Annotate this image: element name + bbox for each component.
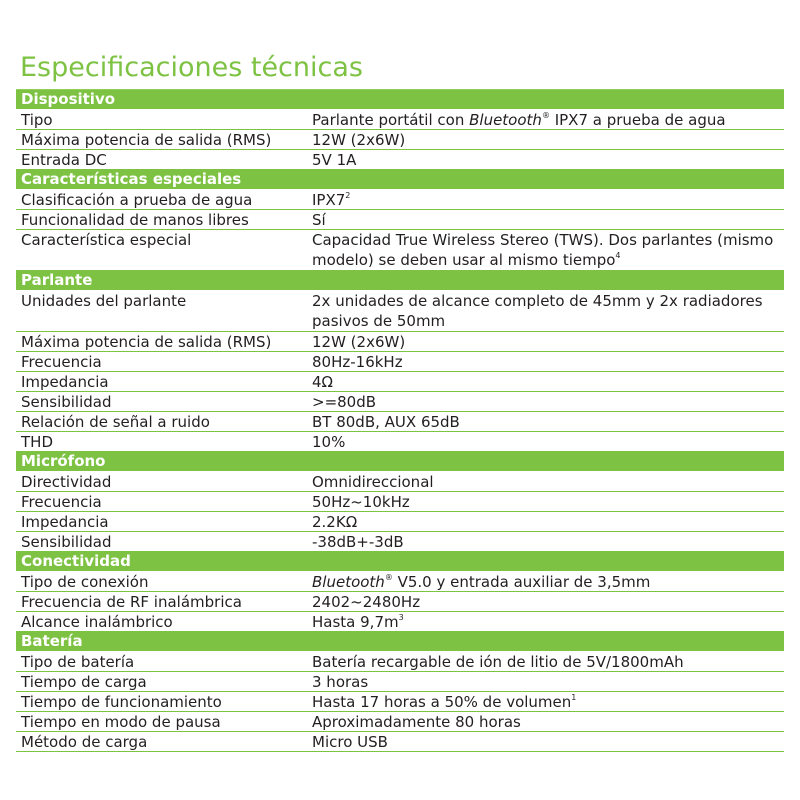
table-row bbox=[16, 432, 784, 452]
section-header-caracteristicas: Características especiales bbox=[16, 170, 784, 190]
row-value: BT 80dB, AUX 65dB bbox=[312, 413, 460, 431]
row-label: Sensibilidad bbox=[21, 533, 112, 551]
row-value: 12W (2x6W) bbox=[312, 131, 406, 149]
row-label: Característica especial bbox=[21, 231, 192, 249]
table-row bbox=[16, 732, 784, 752]
table-row bbox=[16, 692, 784, 712]
section-header-bateria: Batería bbox=[16, 632, 784, 652]
table-row bbox=[16, 210, 784, 230]
row-value: 2402~2480Hz bbox=[312, 593, 421, 611]
row-label: Tiempo en modo de pausa bbox=[21, 713, 221, 731]
section-header-conectividad: Conectividad bbox=[16, 552, 784, 572]
row-label: THD bbox=[21, 433, 53, 451]
row-value: Batería recargable de ión de litio de 5V/1800mAh bbox=[312, 653, 684, 671]
table-row bbox=[16, 592, 784, 612]
row-value: >=80dB bbox=[312, 393, 377, 411]
row-value: 10% bbox=[312, 433, 346, 451]
row-value: Micro USB bbox=[312, 733, 388, 751]
row-label: Máxima potencia de salida (RMS) bbox=[21, 333, 272, 351]
table-row bbox=[16, 332, 784, 352]
row-label: Frecuencia bbox=[21, 493, 102, 511]
row-value: 12W (2x6W) bbox=[312, 333, 406, 351]
spec-table bbox=[16, 89, 784, 752]
table-row bbox=[16, 372, 784, 392]
row-value: 4Ω bbox=[312, 373, 334, 391]
table-row bbox=[16, 612, 784, 632]
row-value: Bluetooth® V5.0 y entrada auxiliar de 3,5mm bbox=[312, 573, 651, 591]
table-row bbox=[16, 190, 784, 210]
row-label: Tipo de batería bbox=[21, 653, 135, 671]
row-value: -38dB+-3dB bbox=[312, 533, 404, 551]
table-row bbox=[16, 130, 784, 150]
row-value: 2.2KΩ bbox=[312, 513, 358, 531]
row-value: $IPX7^2$ bbox=[312, 191, 351, 209]
table-row bbox=[16, 392, 784, 412]
section-header-parlante: Parlante bbox=[16, 271, 784, 291]
row-label: Método de carga bbox=[21, 733, 148, 751]
row-label: Relación de señal a ruido bbox=[21, 413, 210, 431]
row-label: Frecuencia de RF inalámbrica bbox=[21, 593, 242, 611]
row-value: 3 horas bbox=[312, 673, 369, 691]
row-label: Impedancia bbox=[21, 373, 109, 391]
table-row bbox=[16, 110, 784, 130]
row-value: 50Hz~10kHz bbox=[312, 493, 410, 511]
table-row bbox=[16, 412, 784, 432]
row-label: Directividad bbox=[21, 473, 112, 491]
section-header-dispositivo: Dispositivo bbox=[16, 90, 784, 110]
row-label: Máxima potencia de salida (RMS) bbox=[21, 131, 272, 149]
table-row bbox=[16, 532, 784, 552]
row-value: Sí bbox=[312, 211, 326, 229]
row-value: Capacidad True Wireless Stereo (TWS). Dos parlantes (mismo modelo) se deben usar al mismo tiempo$^4$ bbox=[312, 231, 774, 269]
table-row bbox=[16, 572, 784, 592]
section-header-microfono: Micrófono bbox=[16, 452, 784, 472]
row-label: Clasificación a prueba de agua bbox=[21, 191, 253, 209]
table-row bbox=[16, 492, 784, 512]
row-label: Sensibilidad bbox=[21, 393, 112, 411]
row-label: Tipo de conexión bbox=[21, 573, 149, 591]
row-value: Hasta 17 horas a 50% de volumen$^1$ bbox=[312, 693, 577, 711]
table-row bbox=[16, 652, 784, 672]
table-row bbox=[16, 352, 784, 372]
table-row bbox=[16, 230, 784, 271]
row-value: Aproximadamente 80 horas bbox=[312, 713, 521, 731]
table-row bbox=[16, 291, 784, 332]
table-row bbox=[16, 512, 784, 532]
table-row bbox=[16, 712, 784, 732]
row-label: Tipo bbox=[21, 111, 53, 129]
row-label: Alcance inalámbrico bbox=[21, 613, 173, 631]
row-value: 2x unidades de alcance completo de 45mm y 2x radiadores pasivos de 50mm bbox=[312, 292, 763, 330]
page-title: Especificaciones técnicas bbox=[20, 52, 363, 83]
row-value: Parlante portátil con Bluetooth® IPX7 a prueba de agua bbox=[312, 111, 726, 129]
row-value: 80Hz-16kHz bbox=[312, 353, 403, 371]
row-label: Tiempo de funcionamiento bbox=[21, 693, 222, 711]
row-label: Funcionalidad de manos libres bbox=[21, 211, 249, 229]
row-label: Unidades del parlante bbox=[21, 292, 187, 310]
row-value: 5V 1A bbox=[312, 151, 357, 169]
row-label: Frecuencia bbox=[21, 353, 102, 371]
row-value: Hasta $9,7m^3$ bbox=[312, 613, 404, 631]
row-label: Entrada DC bbox=[21, 151, 107, 169]
row-label: Tiempo de carga bbox=[21, 673, 147, 691]
table-row bbox=[16, 150, 784, 170]
row-label: Impedancia bbox=[21, 513, 109, 531]
table-row bbox=[16, 672, 784, 692]
row-value: Omnidireccional bbox=[312, 473, 434, 491]
table-row bbox=[16, 472, 784, 492]
